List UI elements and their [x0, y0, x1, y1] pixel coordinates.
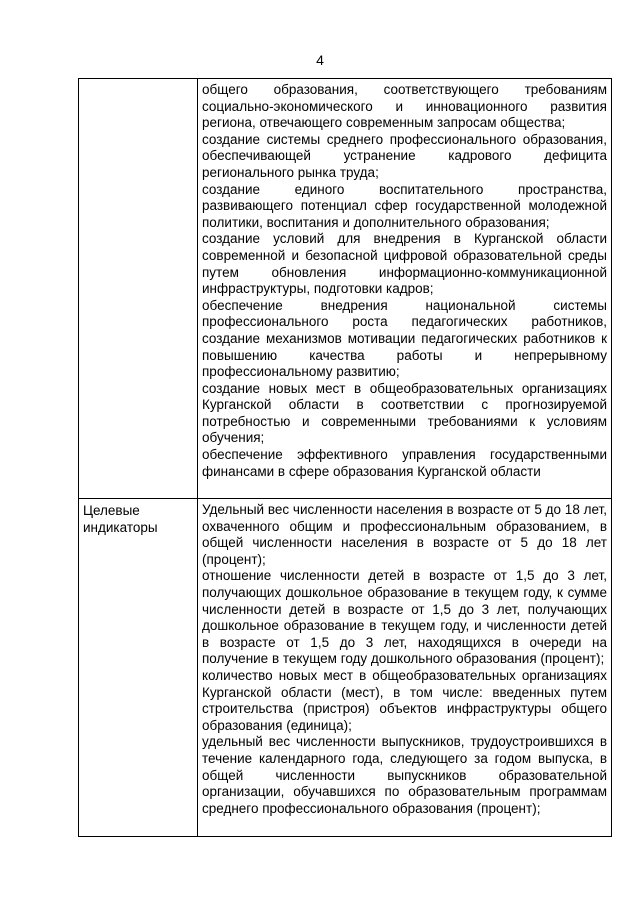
list-item: Удельный вес численности населения в возрасте от 5 до 18 лет, охваченного общим и профессиональным образованием, в общей численности населения в возрасте от 5 до 18 лет (процент);	[202, 502, 607, 567]
list-item: создание новых мест в общеобразовательных организациях Курганской области в соответствии с прогнозируемой потребностью и современными требованиями к условиям обучения;	[202, 380, 607, 446]
row-content-cell	[198, 79, 612, 499]
list-item: удельный вес численности выпускников, трудоустроившихся в течение календарного года, следующего за годом выпуска, в общей численности выпускников образовательной организации, обучавшихся по образовательным программам среднего профессионального образования (процент);	[202, 734, 607, 816]
list-item: общего образования, соответствующего требованиям социально-экономического и инновационного развития региона, отвечающего современным запросам общества;	[202, 82, 607, 131]
list-item: количество новых мест в общеобразовательных организациях Курганской области (мест), в том числе: введенных путем строительства (пристроя) объектов инфраструктуры общего образования (единица);	[202, 667, 607, 733]
row-label-cell: Целевые индикаторы	[79, 499, 198, 837]
table-row	[79, 499, 612, 837]
list-item: обеспечение эффективного управления государственными финансами в сфере образования Курганской области	[202, 447, 607, 479]
list-item: обеспечение внедрения национальной системы профессионального роста педагогических работников, создание механизмов мотивации педагогических работников к повышению качества работы и непрерывному профессиональному развитию;	[202, 297, 607, 380]
list-item: создание условий для внедрения в Курганской области современной и безопасной цифровой образовательной среды путем обновления информационно-коммуникационной инфраструктуры, подготовки кадров;	[202, 231, 607, 297]
list-item: отношение численности детей в возрасте от 1,5 до 3 лет, получающих дошкольное образование в текущем году, к сумме численности детей в возрасте от 1,5 до 3 лет, получающих дошкольное образование в текущем году, и численности детей в возрасте от 1,5 до 3 лет, находящихся в очереди на получение в текущем году дошкольного образования (процент);	[202, 568, 607, 667]
program-table	[78, 78, 612, 837]
table-row	[79, 79, 612, 499]
list-item: создание системы среднего профессионального образования, обеспечивающей устранение кадрового дефицита регионального рынка труда;	[202, 131, 607, 180]
page-number: 4	[316, 52, 324, 68]
row-label-cell	[79, 79, 198, 499]
row-content-cell	[198, 499, 612, 837]
list-item: создание единого воспитательного пространства, развивающего потенциал сфер государственной молодежной политики, воспитания и дополнительного образования;	[202, 181, 607, 230]
